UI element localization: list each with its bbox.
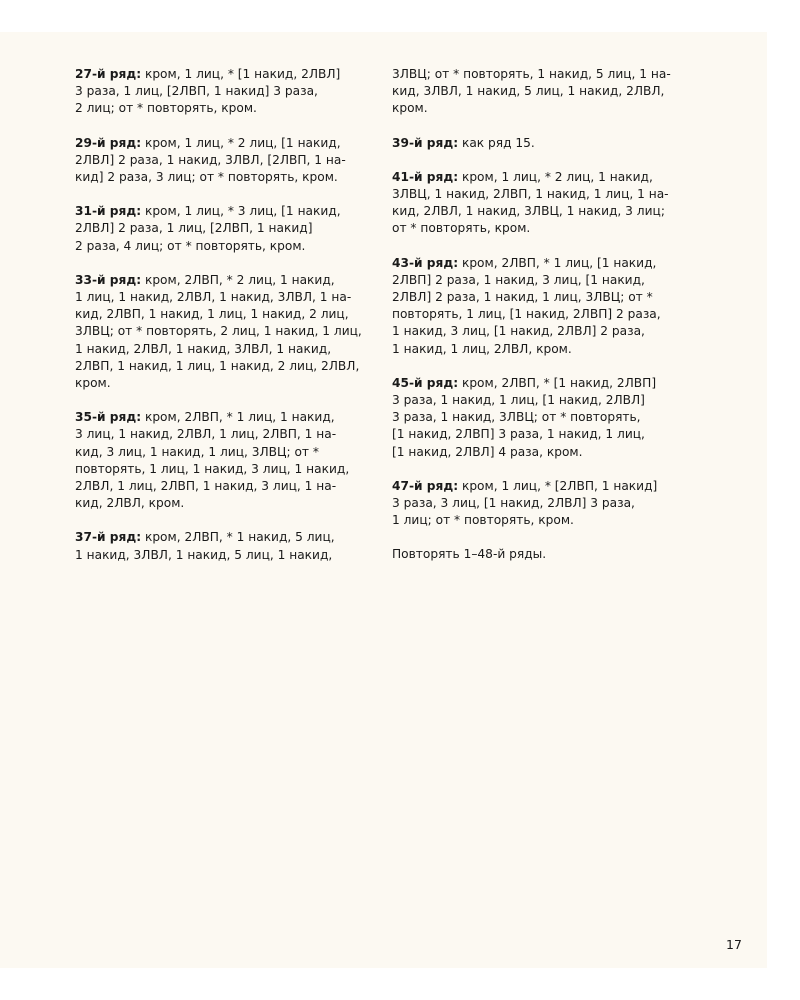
instruction-text: кид, 2ЛВП, 1 накид, 1 лиц, 1 накид, 2 лиц, <box>75 307 349 322</box>
instruction-text: 2ЛВЛ] 2 раза, 1 накид, 1 лиц, 3ЛВЦ; от * <box>392 290 653 305</box>
instruction-text: Повторять 1–48-й ряды. <box>392 547 547 562</box>
instruction-text: кром, 2ЛВП, * 1 лиц, [1 накид, <box>461 255 657 270</box>
text-line <box>75 66 375 83</box>
text-line <box>75 289 375 306</box>
text-line <box>392 478 692 495</box>
text-line <box>75 409 375 426</box>
instruction-text: кром, 1 лиц, * 3 лиц, [1 накид, <box>144 204 341 219</box>
instruction-text: кром, 1 лиц, * [2ЛВП, 1 накид] <box>461 478 658 493</box>
instruction-text: кром, 1 лиц, * [1 накид, 2ЛВЛ] <box>144 67 341 81</box>
row-instruction <box>392 546 692 563</box>
row-instruction <box>75 529 375 563</box>
instruction-text: 1 накид, 2ЛВЛ, 1 накид, 3ЛВЛ, 1 накид, <box>75 341 332 356</box>
text-line <box>75 461 375 478</box>
instruction-text: кром, 2ЛВП, * 2 лиц, 1 накид, <box>144 272 335 287</box>
row-instruction <box>75 272 375 392</box>
text-line <box>75 152 375 169</box>
instruction-text: 2ЛВП, 1 накид, 1 лиц, 1 накид, 2 лиц, 2ЛВЛ, <box>75 358 360 373</box>
instruction-text: кром, 2ЛВП, * 1 накид, 5 лиц, <box>144 530 335 545</box>
row-instruction <box>75 66 375 118</box>
text-line <box>392 341 692 358</box>
instruction-text: 3 раза, 3 лиц, [1 накид, 2ЛВЛ] 3 раза, <box>392 496 635 511</box>
row-label: 37-й ряд: <box>75 530 142 545</box>
text-line <box>392 272 692 289</box>
instruction-text: как ряд 15. <box>461 135 535 150</box>
instruction-text: 3ЛВЦ; от * повторять, 1 накид, 5 лиц, 1 на- <box>392 67 671 81</box>
text-line <box>392 392 692 409</box>
text-line <box>75 547 375 564</box>
instruction-text: 1 накид, 3 лиц, [1 накид, 2ЛВЛ] 2 раза, <box>392 324 645 339</box>
text-line <box>392 289 692 306</box>
instruction-text: 3ЛВЦ, 1 накид, 2ЛВП, 1 накид, 1 лиц, 1 на- <box>392 187 669 202</box>
text-line <box>75 444 375 461</box>
instruction-text: 1 накид, 3ЛВЛ, 1 накид, 5 лиц, 1 накид, <box>75 547 333 562</box>
row-label: 31-й ряд: <box>75 204 142 219</box>
text-line <box>392 409 692 426</box>
instruction-text: 1 накид, 1 лиц, 2ЛВЛ, кром. <box>392 341 572 356</box>
text-line <box>392 220 692 237</box>
instruction-text: кром, 1 лиц, * 2 лиц, [1 накид, <box>144 135 341 150</box>
instruction-text: 2 лиц; от * повторять, кром. <box>75 101 257 116</box>
row-instruction <box>392 375 692 461</box>
row-label: 45-й ряд: <box>392 375 459 390</box>
instruction-text: 2 раза, 4 лиц; от * повторять, кром. <box>75 238 306 253</box>
instruction-text: 3ЛВЦ; от * повторять, 2 лиц, 1 накид, 1 лиц, <box>75 324 362 339</box>
text-line <box>75 169 375 186</box>
text-line <box>75 375 375 392</box>
instruction-text: повторять, 1 лиц, 1 накид, 3 лиц, 1 накид, <box>75 461 350 476</box>
instruction-text: кром, 2ЛВП, * 1 лиц, 1 накид, <box>144 410 335 425</box>
text-line <box>392 255 692 272</box>
text-line <box>392 426 692 443</box>
text-line <box>392 375 692 392</box>
instruction-text: 3 раза, 1 лиц, [2ЛВП, 1 накид] 3 раза, <box>75 84 318 99</box>
text-line <box>75 135 375 152</box>
instruction-text: кид, 3ЛВЛ, 1 накид, 5 лиц, 1 накид, 2ЛВЛ, <box>392 84 665 99</box>
row-instruction <box>392 255 692 358</box>
instruction-text: от * повторять, кром. <box>392 221 531 236</box>
text-line <box>75 426 375 443</box>
text-line <box>392 306 692 323</box>
text-line <box>392 546 692 563</box>
row-label: 41-й ряд: <box>392 169 459 184</box>
text-line <box>75 272 375 289</box>
row-label: 39-й ряд: <box>392 135 459 150</box>
instruction-text: 2ЛВЛ, 1 лиц, 2ЛВП, 1 накид, 3 лиц, 1 на- <box>75 479 337 494</box>
text-line <box>75 495 375 512</box>
right-column <box>392 66 692 581</box>
instruction-text: 2ЛВП] 2 раза, 1 накид, 3 лиц, [1 накид, <box>392 272 645 287</box>
row-instruction <box>392 169 692 238</box>
row-label: 33-й ряд: <box>75 272 142 287</box>
text-line <box>392 495 692 512</box>
row-instruction <box>75 135 375 187</box>
instruction-text: повторять, 1 лиц, [1 накид, 2ЛВП] 2 раза, <box>392 307 661 322</box>
row-label: 35-й ряд: <box>75 410 142 425</box>
text-line <box>75 358 375 375</box>
instruction-text: 3 лиц, 1 накид, 2ЛВЛ, 1 лиц, 2ЛВП, 1 на- <box>75 427 337 442</box>
text-line <box>392 169 692 186</box>
left-column <box>75 66 375 581</box>
instruction-text: 1 лиц; от * повторять, кром. <box>392 513 574 528</box>
instruction-text: кид, 2ЛВЛ, 1 накид, 3ЛВЦ, 1 накид, 3 лиц; <box>392 204 665 219</box>
instruction-text: 3 раза, 1 накид, 1 лиц, [1 накид, 2ЛВЛ] <box>392 393 645 408</box>
instruction-text: 2ЛВЛ] 2 раза, 1 накид, 3ЛВЛ, [2ЛВП, 1 на- <box>75 152 346 167</box>
text-line <box>392 83 692 100</box>
row-instruction <box>392 135 692 152</box>
text-line <box>392 186 692 203</box>
row-label: 47-й ряд: <box>392 478 459 493</box>
row-instruction <box>392 478 692 530</box>
text-line <box>75 220 375 237</box>
text-line <box>392 512 692 529</box>
instruction-text: 1 лиц, 1 накид, 2ЛВЛ, 1 накид, 3ЛВЛ, 1 на- <box>75 290 352 305</box>
text-line <box>75 238 375 255</box>
instruction-text: кид, 3 лиц, 1 накид, 1 лиц, 3ЛВЦ; от * <box>75 444 319 459</box>
instruction-text: кром. <box>392 101 428 116</box>
instruction-text: кром, 1 лиц, * 2 лиц, 1 накид, <box>461 169 653 184</box>
instruction-text: кром, 2ЛВП, * [1 накид, 2ЛВП] <box>461 375 657 390</box>
row-label: 27-й ряд: <box>75 67 142 81</box>
text-line <box>75 323 375 340</box>
instruction-text: [1 накид, 2ЛВП] 3 раза, 1 накид, 1 лиц, <box>392 427 645 442</box>
text-line <box>392 203 692 220</box>
row-label: 29-й ряд: <box>75 135 142 150</box>
text-line <box>75 478 375 495</box>
text-line <box>392 100 692 117</box>
text-line <box>75 203 375 220</box>
page <box>0 32 767 968</box>
text-line <box>392 135 692 152</box>
text-line <box>392 444 692 461</box>
text-line <box>75 529 375 546</box>
text-line <box>75 341 375 358</box>
instruction-text: [1 накид, 2ЛВЛ] 4 раза, кром. <box>392 444 583 459</box>
instruction-text: 3 раза, 1 накид, 3ЛВЦ; от * повторять, <box>392 410 641 425</box>
instruction-text: 2ЛВЛ] 2 раза, 1 лиц, [2ЛВП, 1 накид] <box>75 221 313 236</box>
row-instruction <box>392 66 692 118</box>
text-line <box>75 100 375 117</box>
text-line <box>75 83 375 100</box>
instruction-text: кид, 2ЛВЛ, кром. <box>75 496 185 511</box>
text-line <box>75 306 375 323</box>
row-label: 43-й ряд: <box>392 255 459 270</box>
instruction-text: кид] 2 раза, 3 лиц; от * повторять, кром. <box>75 170 338 185</box>
text-line <box>392 323 692 340</box>
instruction-text: кром. <box>75 376 111 391</box>
page-number: 17 <box>726 937 742 952</box>
text-line <box>392 66 692 83</box>
row-instruction <box>75 409 375 512</box>
row-instruction <box>75 203 375 255</box>
